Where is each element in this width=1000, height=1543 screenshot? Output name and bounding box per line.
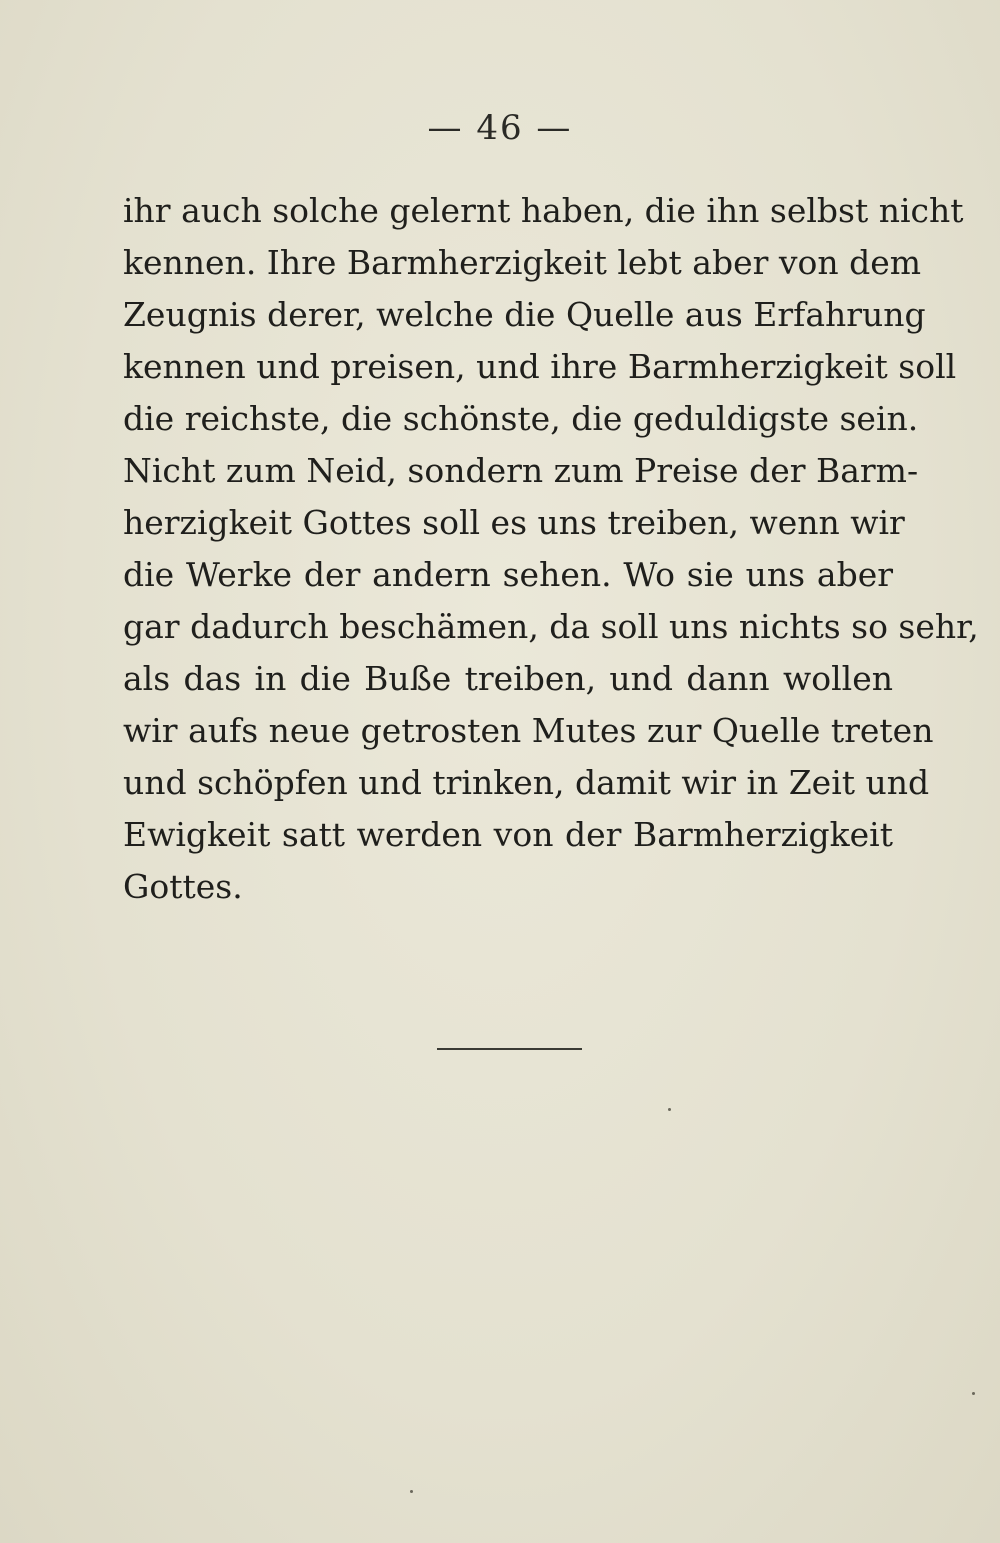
- text-line: kennen und preisen, und ihre Barmherzigkeit soll: [123, 347, 957, 386]
- page-number: — 46 —: [427, 108, 573, 148]
- text-line: Zeugnis derer, welche die Quelle aus Erfahrung: [123, 295, 926, 334]
- paper-speck: [972, 1392, 975, 1395]
- text-line-final: Gottes.: [123, 867, 243, 906]
- text-line: herzigkeit Gottes soll es uns treiben, wenn wir: [123, 503, 905, 542]
- paper-speck: [410, 1490, 413, 1493]
- text-line: und schöpfen und trinken, damit wir in Zeit und: [123, 763, 930, 802]
- body-text: [123, 185, 979, 913]
- text-line: die reichste, die schönste, die geduldigste sein.: [123, 399, 919, 438]
- text-line: ihr auch solche gelernt haben, die ihn selbst nicht: [123, 191, 964, 230]
- text-line: Nicht zum Neid, sondern zum Preise der Barm-: [123, 451, 919, 490]
- paper-speck: [668, 1108, 671, 1111]
- text-line: Ewigkeit satt werden von der Barmherzigkeit: [123, 815, 893, 854]
- text-line: die Werke der andern sehen. Wo sie uns aber: [123, 555, 893, 594]
- text-line: gar dadurch beschämen, da soll uns nichts so sehr,: [123, 607, 979, 646]
- text-line: kennen. Ihre Barmherzigkeit lebt aber von dem: [123, 243, 922, 282]
- section-end-rule: [437, 1048, 582, 1050]
- text-line: wir aufs neue getrosten Mutes zur Quelle treten: [123, 711, 934, 750]
- text-line: als das in die Buße treiben, und dann wollen: [123, 659, 893, 698]
